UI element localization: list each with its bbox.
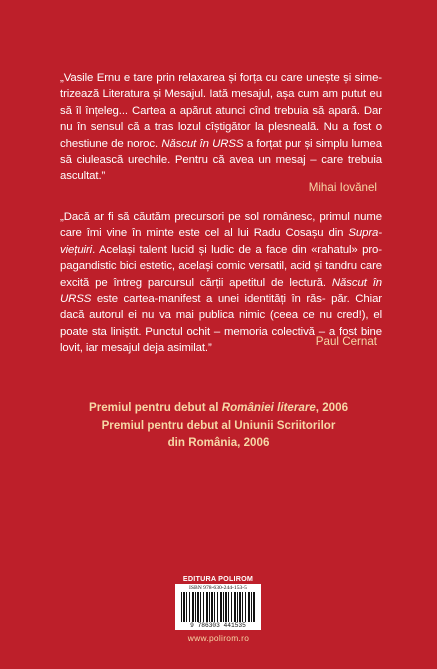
isbn-text: ISBN 978-630-244-153-5: [189, 585, 247, 591]
quote-line: eu să îl înțeleg... Cartea a apărut atunci cînd trebuia să apară.: [60, 88, 382, 117]
prize-uniunea-scriitorilor-2: din România, 2006: [167, 436, 270, 450]
website: www.polirom.ro: [187, 633, 250, 643]
quote-line: este cartea-manifest a unei identități în răs-: [96, 293, 326, 306]
barcode-bars: [181, 592, 255, 622]
quote-line: păr. Chiar dacă autorul ei nu va mai publica nimic (ceea ce nu: [60, 293, 382, 322]
prize-romania-literara: [40, 399, 397, 417]
quote-line: a forțat pur și simplu: [246, 137, 349, 150]
quote-line: pagandistic bici estetic, același comic versatil, acid și tandru: [60, 260, 357, 273]
prize-uniunea-scriitorilor: Premiul pentru debut al Uniunii Scriitorilor: [101, 418, 336, 432]
barcode-digits: 9 786303 441535: [190, 622, 246, 629]
quote-line: „Dacă ar fi să căutăm precursori pe sol românesc, primul nume: [60, 211, 382, 223]
prize-magazine: României literare: [221, 401, 316, 414]
prize-year: , 2006: [315, 401, 349, 414]
book-title: viețuiri: [60, 243, 93, 256]
book-title: Născut în URSS: [161, 137, 244, 150]
barcode: [175, 584, 261, 630]
quote-line: trizează Literatura și Mesajul. Iată mesajul, așa cum am putut: [60, 88, 367, 101]
book-title: Supra-: [348, 227, 382, 240]
quote-line: a fost bine lovit, iar mesajul deja asimilat.”: [60, 325, 382, 355]
publisher-name: EDITURA POLIROM: [182, 574, 254, 583]
quote-line: lumea să ciulească urechile. Pentru că avea un mesaj – care: [60, 137, 382, 167]
quote-iovanel: [60, 70, 382, 185]
quote-author-iovanel: Mihai Iovănel: [308, 181, 377, 194]
book-title: Născut în URSS: [60, 276, 382, 306]
quote-line: . Același talent lucid și ludic de a face din «rahatul» pro-: [92, 243, 382, 256]
quote-line: care îmi vine în minte este cel al lui Radu Cosașu din: [60, 227, 344, 240]
quote-line: Dar nu în sensul că a tras lozul cîștigător la plesneală. Nu a fost: [60, 104, 382, 134]
quote-line: trebuia ascultat.”: [60, 154, 382, 183]
quote-line: cred!), el poate sta liniștit. Punctul ochit – memoria colectivă –: [60, 309, 382, 338]
quote-author-cernat: Paul Cernat: [315, 335, 377, 348]
prize-text: Premiul pentru debut al: [88, 401, 219, 414]
quote-line: care excită pe întreg parcursul cărții apetitul de lectură.: [60, 260, 382, 289]
quote-line: „Vasile Ernu e tare prin relaxarea și forța cu care unește și sime-: [60, 72, 382, 84]
prizes: [40, 399, 397, 452]
quote-text: [60, 70, 382, 185]
quote-line: o chestiune de noroc.: [60, 121, 382, 150]
